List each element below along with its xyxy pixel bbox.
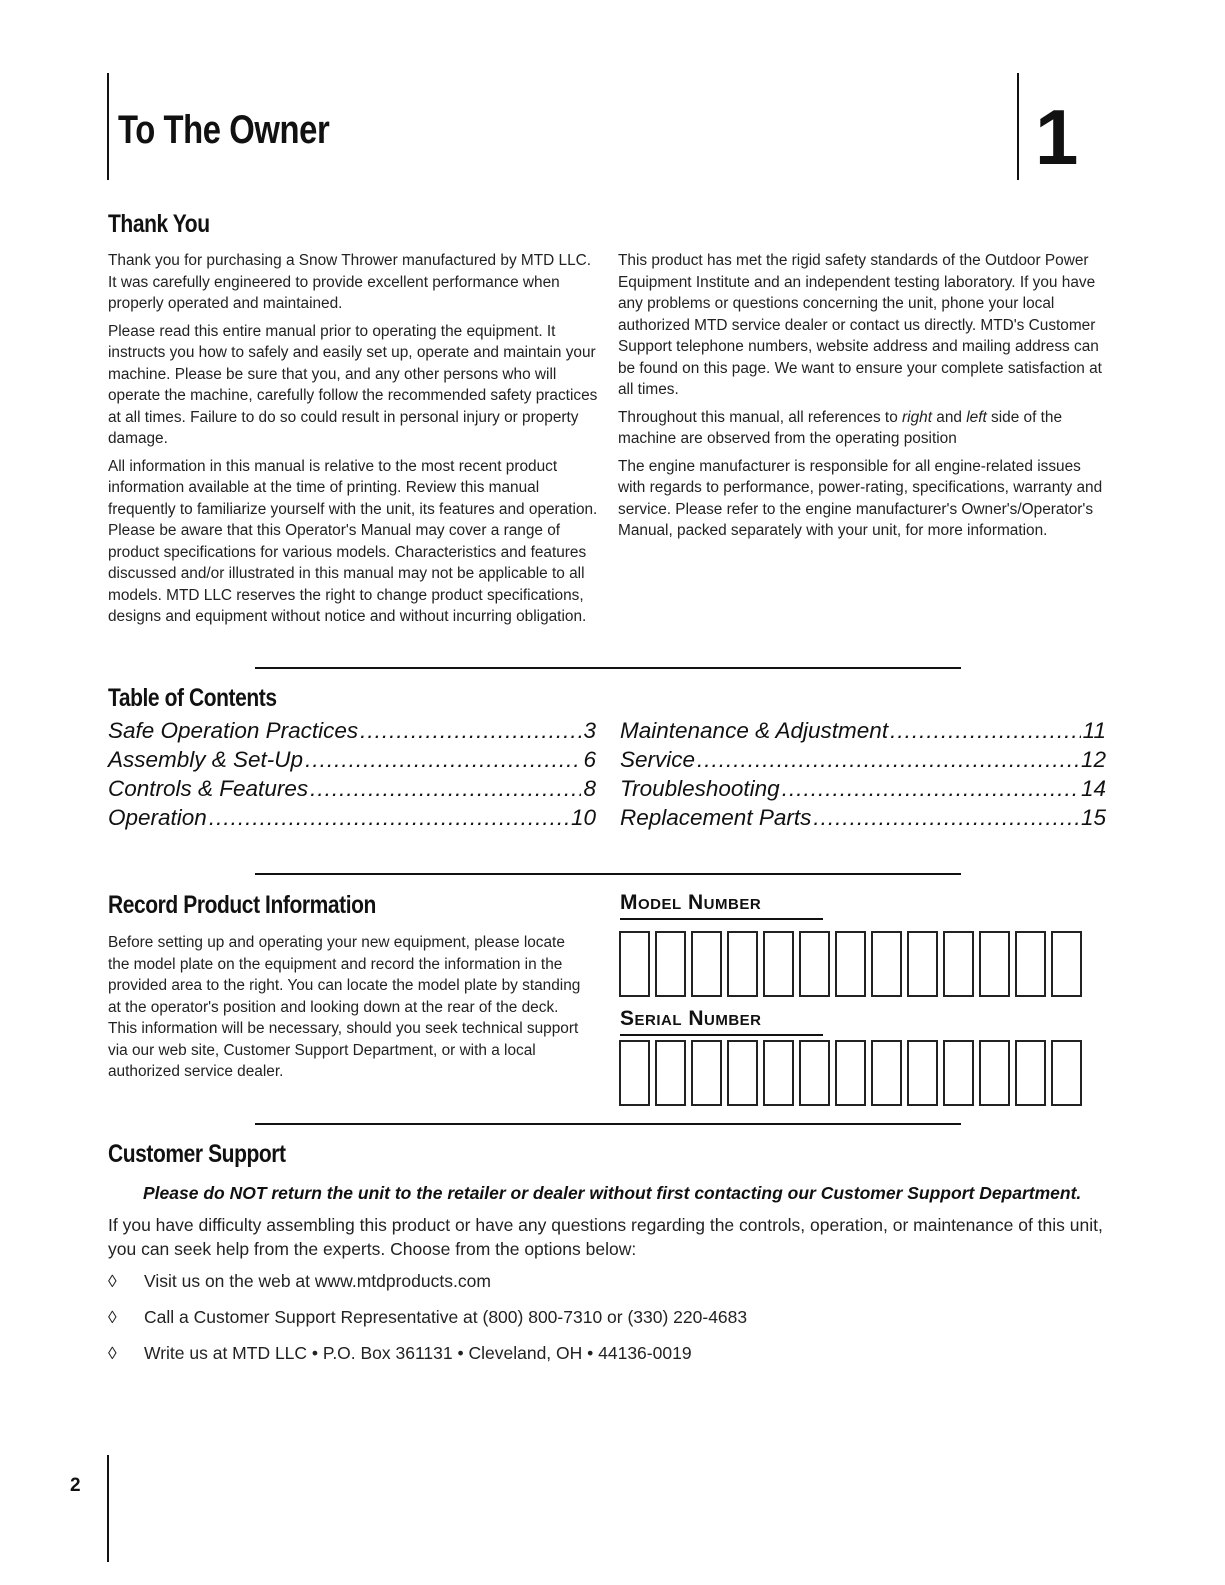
section-divider (255, 1123, 961, 1125)
serial-number-underline (620, 1034, 823, 1036)
model-digit-box[interactable] (943, 931, 974, 997)
serial-digit-box[interactable] (655, 1040, 686, 1106)
serial-digit-box[interactable] (1051, 1040, 1082, 1106)
model-digit-box[interactable] (871, 931, 902, 997)
thank-you-left-column (108, 250, 598, 634)
chapter-title: To The Owner (118, 108, 330, 152)
orientation-paragraph: Throughout this manual, all references to right and left side of the machine are observed from the operating position (618, 408, 1063, 447)
right-term: right (902, 408, 932, 426)
serial-digit-box[interactable] (727, 1040, 758, 1106)
serial-digit-box[interactable] (763, 1040, 794, 1106)
toc-heading: Table of Contents (108, 684, 277, 712)
model-digit-box[interactable] (655, 931, 686, 997)
model-digit-box[interactable] (1051, 931, 1082, 997)
model-digit-box[interactable] (727, 931, 758, 997)
toc-entry[interactable]: Assembly & Set-Up ..... 6 (108, 747, 596, 775)
thank-you-heading: Thank You (108, 210, 210, 238)
toc-entry[interactable]: Troubleshooting ..... 14 (620, 776, 1106, 804)
support-option-text: Write us at MTD LLC • P.O. Box 361131 • Cleveland, OH • 44136-0019 (144, 1343, 692, 1363)
support-option (108, 1343, 692, 1364)
model-digit-box[interactable] (691, 931, 722, 997)
header-left-bar (107, 73, 109, 180)
model-number-label: Model Number (620, 891, 762, 914)
support-option-text: Call a Customer Support Representative at (800) 800-7310 or (330) 220-4683 (144, 1307, 748, 1327)
support-intro: If you have difficulty assembling this product or have any questions regarding the controls, operation, or maintenance of this unit, you can seek help from the experts. Choose from the options below: (108, 1215, 1103, 1259)
thank-you-paragraph: All information in this manual is relative to the most recent product information available at the time of printing. Review this manual frequently to familiarize yourself with the unit, its features and operation. Please be aware that this Operator's Manual may cover a range of product specifications for various models. Characteristics and features discussed and/or illustrated in this manual may not be applicable to all models. MTD LLC reserves the right to change product specifications, designs and equipment without notice and without incurring obligation. (108, 457, 598, 625)
model-digit-box[interactable] (907, 931, 938, 997)
toc-entry[interactable]: Maintenance & Adjustment ..... 11 (620, 718, 1106, 746)
diamond-bullet-icon: ◊ (108, 1343, 117, 1363)
thank-you-paragraph: Please read this entire manual prior to operating the equipment. It instructs you how to safely and easily set up, operate and maintain your machine. Please be sure that you, and any other persons who will operate the machine, carefully follow the recommended safety practices at all times. Failure to do so could result in personal injury or property damage. (108, 322, 598, 447)
thank-you-paragraph: Thank you for purchasing a Snow Thrower manufactured by MTD LLC. It was carefully engineered to provide excellent performance when properly operated and maintained. (108, 252, 592, 312)
section-divider (255, 873, 961, 875)
serial-digit-box[interactable] (799, 1040, 830, 1106)
chapter-number: 1 (1035, 93, 1079, 181)
engine-manufacturer-paragraph: The engine manufacturer is responsible for all engine-related issues with regards to performance, power-rating, specifications, warranty and service. Please refer to the engine manufacturer's Owner's/Operator's Manual, packed separately with your unit, for more information. (618, 457, 1103, 539)
serial-number-label: Serial Number (620, 1007, 762, 1030)
record-heading: Record Product Information (108, 891, 376, 919)
toc-entry[interactable]: Service ..... 12 (620, 747, 1106, 775)
toc-entry[interactable]: Safe Operation Practices ..... 3 (108, 718, 596, 746)
serial-digit-box[interactable] (907, 1040, 938, 1106)
model-digit-box[interactable] (763, 931, 794, 997)
support-option (108, 1271, 491, 1292)
serial-digit-box[interactable] (943, 1040, 974, 1106)
model-digit-box[interactable] (979, 931, 1010, 997)
serial-digit-box[interactable] (835, 1040, 866, 1106)
support-option-text: Visit us on the web at www.mtdproducts.com (144, 1271, 491, 1291)
customer-support-heading: Customer Support (108, 1140, 286, 1168)
record-body: Before setting up and operating your new equipment, please locate the model plate on the equipment and record the information in the provided area to the right. You can locate the model plate by standing at the operator's position and looking down at the rear of the deck. This information will be necessary, should you seek technical support via our web site, Customer Support Department, or with a local authorized service dealer. (108, 934, 581, 1080)
page-number: 2 (70, 1475, 81, 1496)
support-option (108, 1307, 747, 1328)
safety-standards-paragraph: This product has met the rigid safety standards of the Outdoor Power Equipment Institute and an independent testing laboratory. If you have any problems or questions concerning the unit, phone your local authorized MTD service dealer or contact us directly. MTD's Customer Support telephone numbers, website address and mailing address can be found on this page. We want to ensure your complete satisfaction at all times. (618, 252, 1102, 398)
model-digit-box[interactable] (1015, 931, 1046, 997)
serial-digit-box[interactable] (871, 1040, 902, 1106)
toc-entry[interactable]: Controls & Features ..... 8 (108, 776, 596, 804)
serial-digit-box[interactable] (691, 1040, 722, 1106)
diamond-bullet-icon: ◊ (108, 1307, 117, 1327)
diamond-bullet-icon: ◊ (108, 1271, 117, 1291)
serial-number-boxes[interactable] (619, 1040, 1087, 1106)
serial-digit-box[interactable] (979, 1040, 1010, 1106)
model-number-boxes[interactable] (619, 931, 1087, 997)
support-warning: Please do NOT return the unit to the retailer or dealer without first contacting our Customer Support Department. (143, 1183, 1082, 1203)
model-digit-box[interactable] (799, 931, 830, 997)
left-term: left (966, 408, 987, 426)
model-digit-box[interactable] (619, 931, 650, 997)
model-digit-box[interactable] (835, 931, 866, 997)
thank-you-right-column (618, 250, 1110, 548)
section-divider (255, 667, 961, 669)
serial-digit-box[interactable] (1015, 1040, 1046, 1106)
serial-digit-box[interactable] (619, 1040, 650, 1106)
toc-entry[interactable]: Operation ..... 10 (108, 805, 596, 833)
footer-bar (107, 1455, 109, 1562)
header-right-bar (1017, 73, 1019, 180)
toc-entry[interactable]: Replacement Parts ..... 15 (620, 805, 1106, 833)
model-number-underline (620, 918, 823, 920)
